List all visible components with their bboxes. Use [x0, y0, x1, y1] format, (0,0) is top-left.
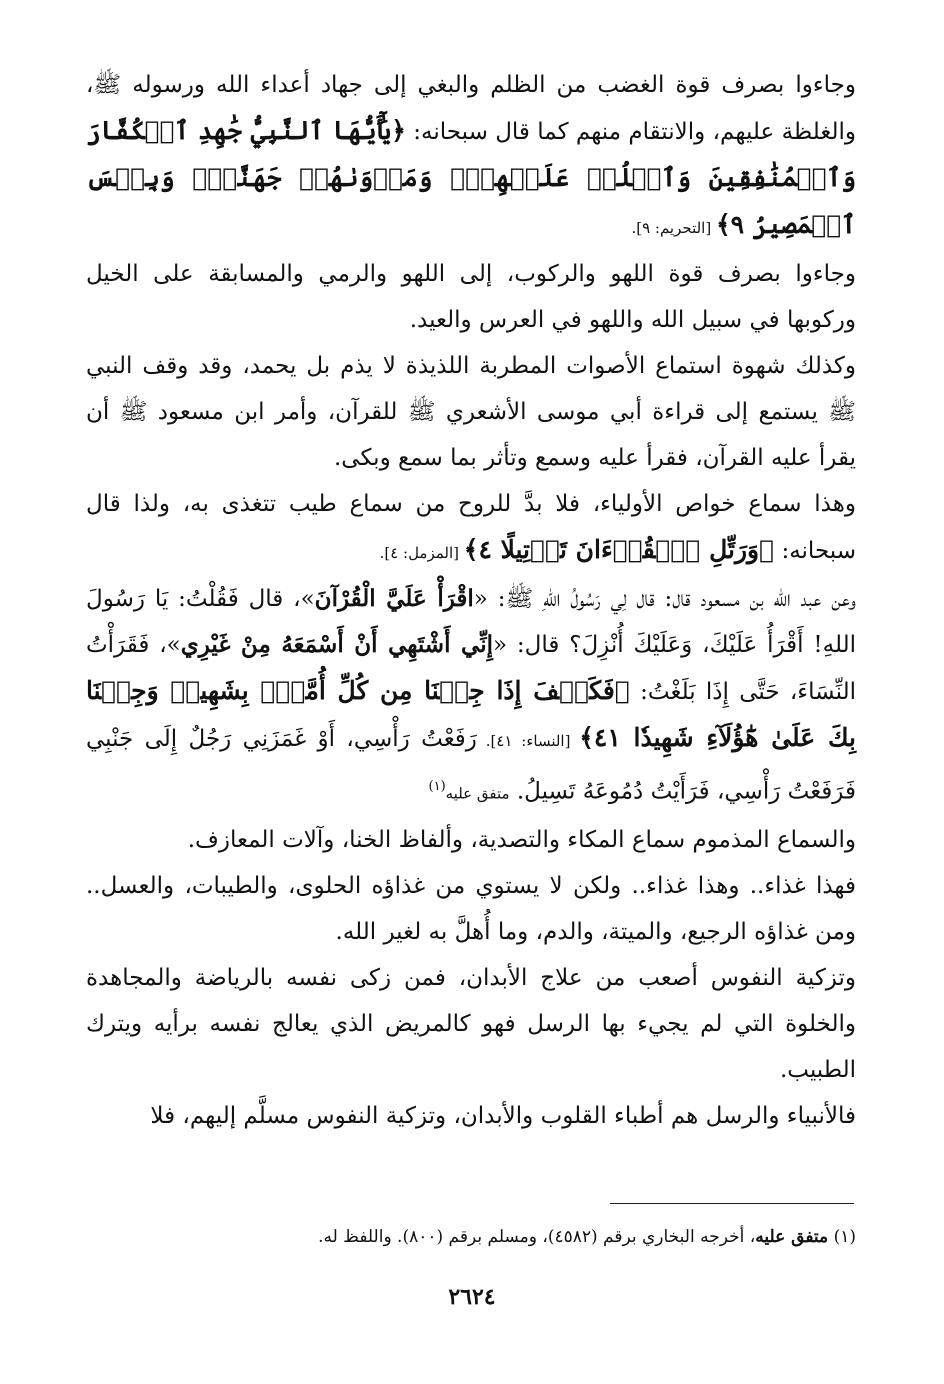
verse-reference: [النساء: ٤١].	[476, 732, 580, 750]
footnote-marker[interactable]: (١)	[428, 779, 446, 794]
page-number: ٢٦٢٤	[448, 1284, 496, 1310]
footnote-text: ، أخرجه البخاري برقم (٤٥٨٢)، ومسلم برقم (٨٠٠). واللفظ له.	[318, 1227, 756, 1247]
paragraph-text: وتزكية النفوس أصعب من علاج الأبدان، فمن زكى نفسه بالرياضة والمجاهدة والخلوة التي لم يجيء بها الرسل فهو كالمريض الذي يعالج نفسه برأيه ويترك الطبيب.	[86, 964, 856, 1083]
paragraph-4	[86, 481, 856, 576]
main-text	[86, 62, 856, 1139]
hadith-narration: »، قال فَقُلْتُ: يَا رَسُولَ اللهِ! أَقْرَأُ عَلَيْكَ، وَعَلَيْكَ أُنْزِلَ؟ قال: «	[86, 586, 856, 658]
quran-verse: ﴿وَرَتِّلِ ٱلۡقُرۡءَانَ تَرۡتِيلًا ٤﴾	[463, 535, 775, 564]
paragraph-9	[86, 1093, 856, 1139]
footnote-divider	[610, 1203, 854, 1204]
footnote	[86, 1222, 856, 1252]
hadith-narration: رَفَعْتُ رَأْسِي، أَوْ غَمَزَنِي رَجُلٌ إِلَى جَنْبِي فَرَفَعْتُ رَأْسِي، فَرَأَيْتُ دُمُوعَهُ تَسِيلُ.	[86, 726, 856, 805]
paragraph-8	[86, 955, 856, 1093]
verse-reference: [المزمل: ٤].	[379, 544, 464, 562]
paragraph-2	[86, 251, 856, 343]
hadith-narration: وعن عبد الله بن مسعود قال: قال لِي رَسُولُ اللهِ ﷺ: «	[473, 586, 856, 612]
paragraph-text: والسماع المذموم سماع المكاء والتصدية، وألفاظ الخنا، وآلات المعازف.	[187, 826, 856, 853]
paragraph-text: وجاءوا بصرف قوة اللهو والركوب، إلى اللهو والرمي والمسابقة على الخيل وركوبها في سبيل الله واللهو في العرس والعيد.	[86, 261, 856, 333]
quran-verse: ﴿يَٰٓأَيُّهَا ٱلنَّبِيُّ جَٰهِدِ ٱلۡكُفَّارَ وَٱلۡمُنَٰفِقِينَ وَٱغۡلُظۡ عَلَيۡهِمۡۚ وَمَأۡوَىٰهُمۡ جَهَنَّمُۖ وَبِئۡسَ ٱلۡمَصِيرُ ٩﴾	[86, 116, 856, 239]
paragraph-text: وكذلك شهوة استماع الأصوات المطربة اللذيذة لا يذم بل يحمد، وقد وقف النبي ﷺ يستمع إلى قراءة أبي موسى الأشعري ﷺ للقرآن، وأمر ابن مسعود ﷺ أن يقرأ عليه القرآن، فقرأ عليه وسمع وتأثر بما سمع وبكى.	[86, 353, 856, 471]
quran-verse: ﴿فَكَيۡفَ إِذَا جِئۡنَا مِن كُلِّ أُمَّةِۭ بِشَهِيدٖ وَجِئۡنَا بِكَ عَلَىٰ هَٰٓؤُلَآءِ شَهِيدٗا ٤١﴾	[86, 676, 856, 752]
paragraph-6	[86, 817, 856, 863]
paragraph-text: وجاءوا بصرف قوة الغضب من الظلم والبغي إلى جهاد أعداء الله ورسوله ﷺ، والغلظة عليهم، والانتقام منهم كما قال سبحانه:	[86, 72, 856, 145]
hadith-narration: »، فَقَرَأْتُ النِّسَاءَ، حَتَّى إِذَا بَلَغْتُ:	[86, 632, 856, 705]
paragraph-7	[86, 863, 856, 955]
hadith-quote: إِنِّي أَشْتَهِي أَنْ أَسْمَعَهُ مِنْ غَيْرِي	[180, 631, 493, 658]
hadith-grade: متفق عليه	[445, 784, 510, 803]
paragraph-3	[86, 343, 856, 481]
paragraph-5-hadith	[86, 576, 856, 817]
verse-reference: [التحريم: ٩].	[631, 219, 716, 237]
hadith-quote: اقْرَأْ عَلَيَّ الْقُرْآنَ	[314, 585, 474, 612]
paragraph-text: وهذا سماع خواص الأولياء، فلا بدَّ للروح من سماع طيب تتغذى به، ولذا قال سبحانه:	[86, 491, 856, 564]
paragraph-text: فهذا غذاء.. وهذا غذاء.. ولكن لا يستوي من غذاؤه الحلوى، والطيبات، والعسل.. ومن غذاؤه الرجيع، والميتة، والدم، وما أُهلَّ به لغير الله.	[86, 872, 856, 945]
footnote-number: (١)	[833, 1227, 856, 1247]
paragraph-1	[86, 62, 856, 251]
paragraph-text: فالأنبياء والرسل هم أطباء القلوب والأبدان، وتزكية النفوس مسلَّم إليهم، فلا	[150, 1102, 856, 1129]
footnote-grade: متفق عليه	[755, 1227, 829, 1247]
